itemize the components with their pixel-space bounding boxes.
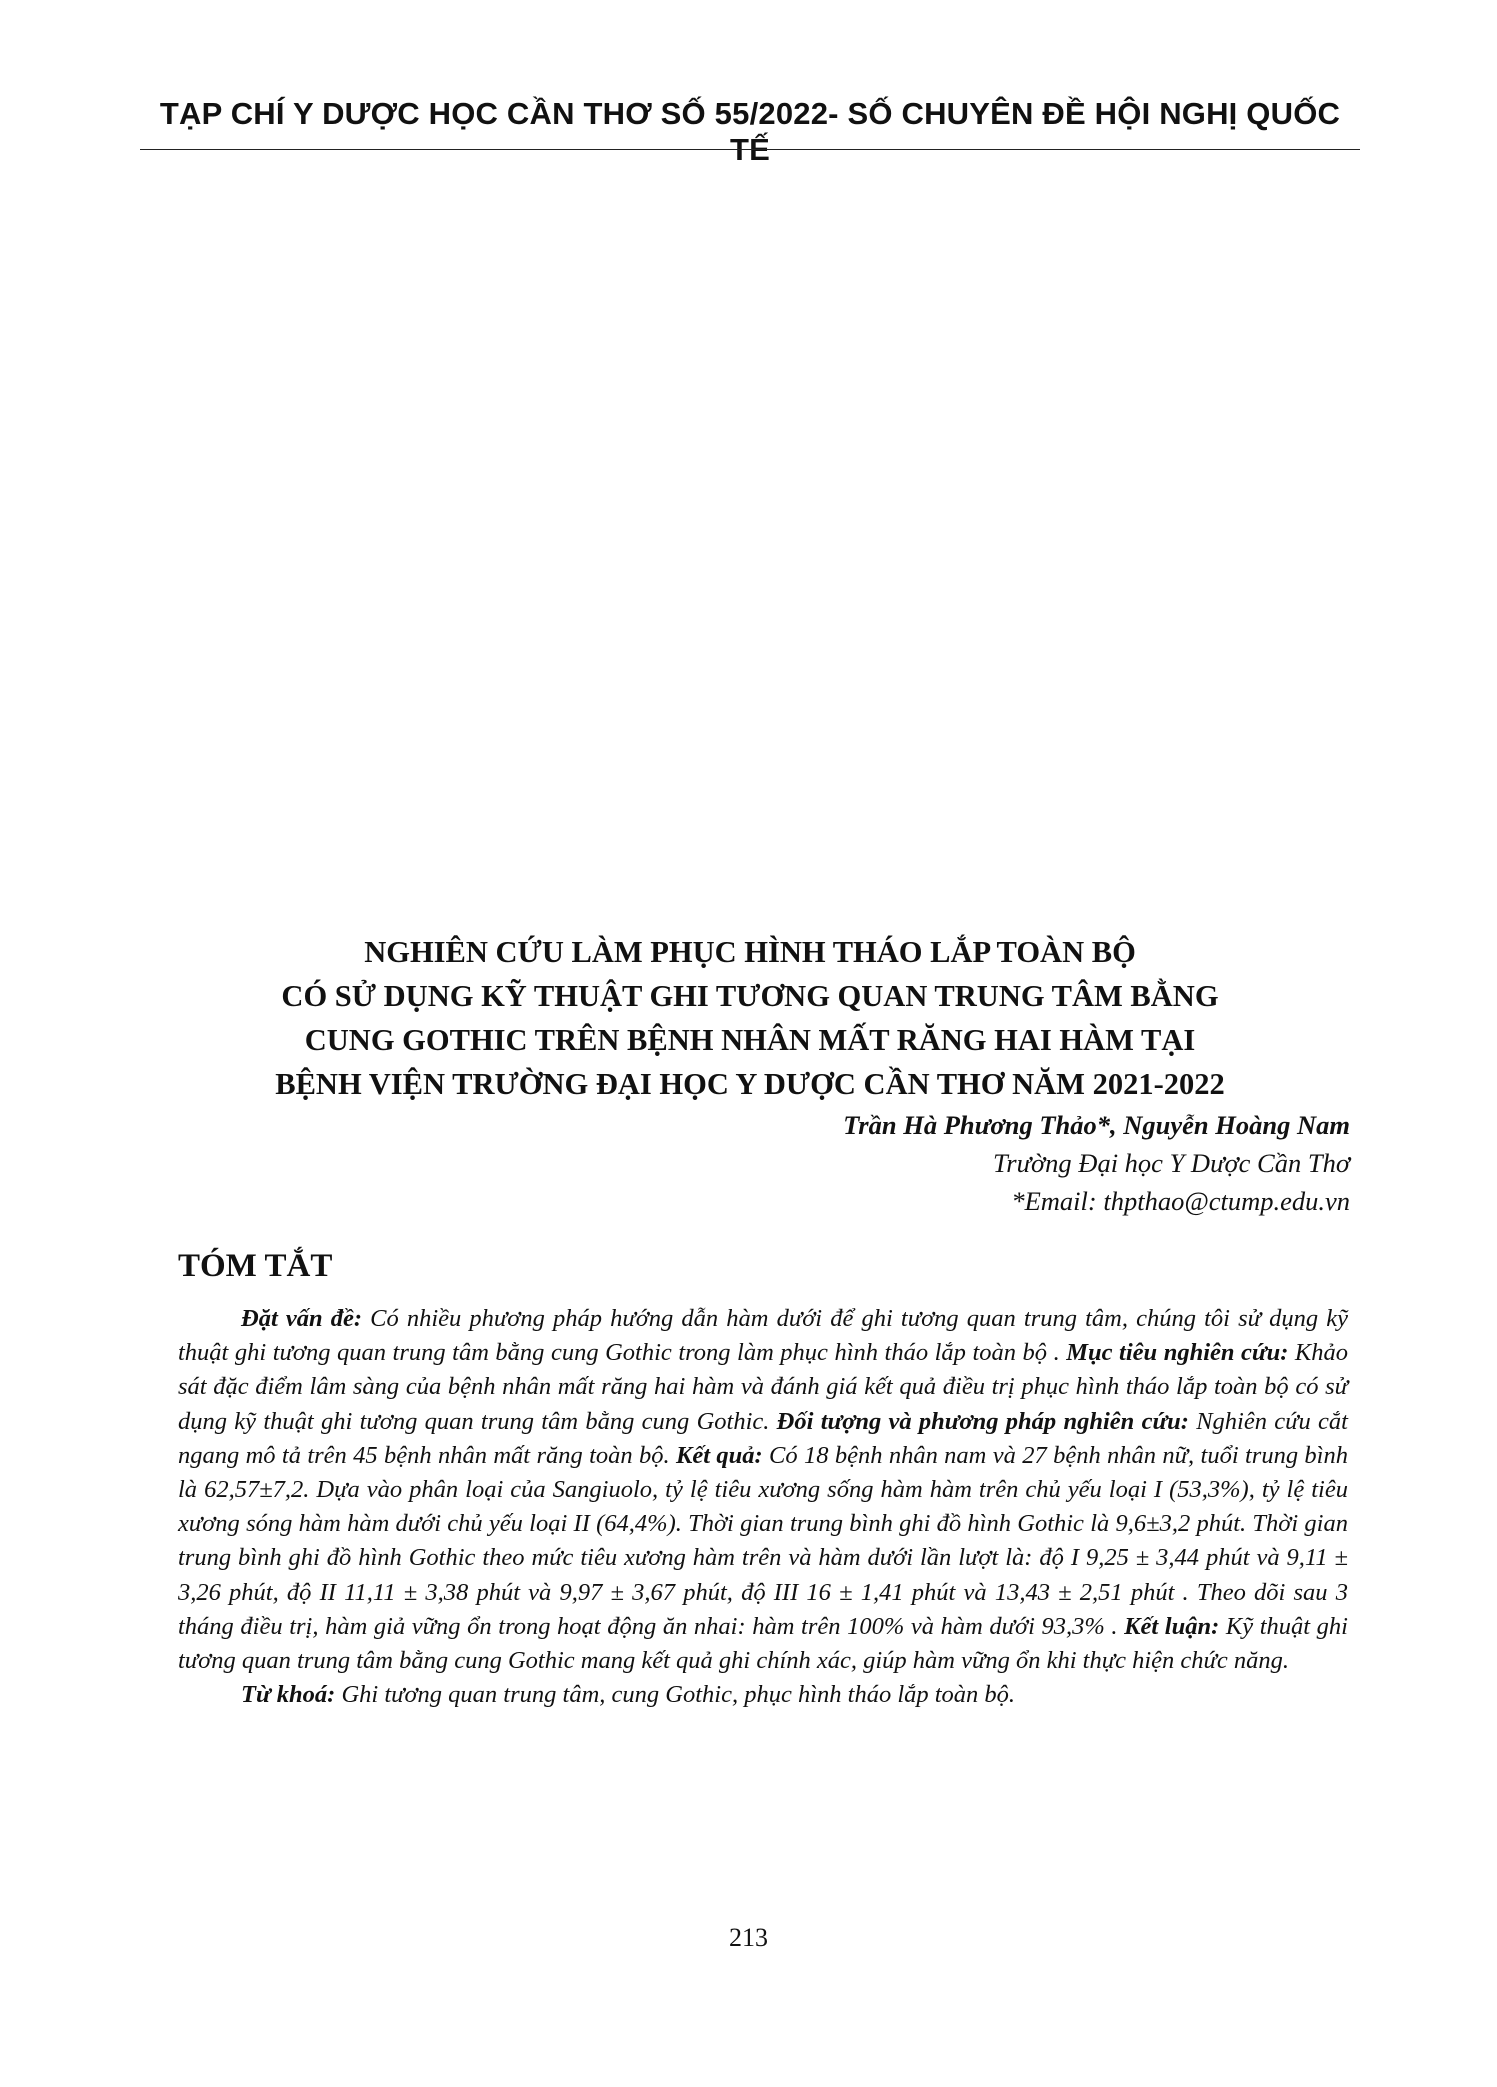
abstract-body [178, 1302, 1348, 1712]
background-label: Đặt vấn đề: [241, 1305, 363, 1332]
keywords-paragraph [178, 1678, 1348, 1712]
methods-text: Nghiên cứu cắt ngang mô tả trên 45 bệnh nhân mất răng toàn bộ. [178, 1407, 1348, 1469]
affiliation: Trường Đại học Y Dược Cần Thơ [993, 1148, 1350, 1178]
abstract-paragraph [178, 1302, 1348, 1678]
page-number: 213 [729, 1923, 768, 1952]
methods-label: Đối tượng và phương pháp nghiên cứu: [776, 1407, 1189, 1435]
conclusion-text: Kỹ thuật ghi tương quan trung tâm bằng cung Gothic mang kết quả ghi chính xác, giúp hàm vững ổn khi thực hiện chức năng. [178, 1612, 1348, 1675]
conclusion-label: Kết luận: [1124, 1612, 1220, 1640]
abstract-heading: TÓM TẮT [178, 1248, 333, 1284]
title-line: BỆNH VIỆN TRƯỜNG ĐẠI HỌC Y DƯỢC CẦN THƠ NĂM 2021-2022 [275, 1067, 1225, 1101]
title-line: CÓ SỬ DỤNG KỸ THUẬT GHI TƯƠNG QUAN TRUNG TÂM BẰNG [281, 979, 1219, 1013]
background-text: Có nhiều phương pháp hướng dẫn hàm dưới để ghi tương quan trung tâm, chúng tôi sử dụng kỹ thuật ghi tương quan trung tâm bằng cung Gothic trong làm phục hình tháo lắp toàn bộ . [178, 1305, 1348, 1367]
running-head: TẠP CHÍ Y DƯỢC HỌC CẦN THƠ SỐ 55/2022- SỐ CHUYÊN ĐỀ HỘI NGHỊ QUỐC TẾ [159, 96, 1341, 167]
results-label: Kết quả: [676, 1441, 763, 1469]
authors: Trần Hà Phương Thảo*, Nguyễn Hoàng Nam [843, 1110, 1350, 1140]
header-divider [140, 149, 1360, 150]
title-line: NGHIÊN CỨU LÀM PHỤC HÌNH THÁO LẮP TOÀN BỘ [364, 935, 1136, 969]
keywords-label: Từ khoá: [241, 1681, 336, 1709]
title-line: CUNG GOTHIC TRÊN BỆNH NHÂN MẤT RĂNG HAI HÀM TẠI [304, 1023, 1196, 1057]
paper-title [140, 930, 1360, 1106]
objective-label: Mục tiêu nghiên cứu: [1066, 1339, 1289, 1367]
keywords-text: Ghi tương quan trung tâm, cung Gothic, phục hình tháo lắp toàn bộ. [335, 1681, 1016, 1709]
author-email: *Email: thpthao@ctump.edu.vn [1011, 1186, 1350, 1216]
results-text: Có 18 bệnh nhân nam và 27 bệnh nhân nữ, tuổi trung bình là 62,57±7,2. Dựa vào phân loại của Sangiuolo, tỷ lệ tiêu xương sống hàm hàm trên chủ yếu loại I (53,3%), tỷ lệ tiêu xương sóng hàm hàm dưới chủ yếu loại II (64,4%). Thời gian trung bình ghi đồ hình Gothic là 9,6±3,2 phút. Thời gian trung bình ghi đồ hình Gothic theo mức tiêu xương hàm trên và hàm dưới lần lượt là: độ I 9,25 ± 3,44 phút và 9,11 ± 3,26 phút, độ II 11,11 ± 3,38 phút và 9,97 ± 3,67 phút, độ III 16 ± 1,41 phút và 13,43 ± 2,51 phút . Theo dõi sau 3 tháng điều trị, hàm giả vững ổn trong hoạt động ăn nhai: hàm trên 100% và hàm dưới 93,3% . [178, 1441, 1348, 1640]
objective-text: Khảo sát đặc điểm lâm sàng của bệnh nhân mất răng hai hàm và đánh giá kết quả điều trị phục hình tháo lắp toàn bộ có sử dụng kỹ thuật ghi tương quan trung tâm bằng cung Gothic. [178, 1339, 1348, 1435]
